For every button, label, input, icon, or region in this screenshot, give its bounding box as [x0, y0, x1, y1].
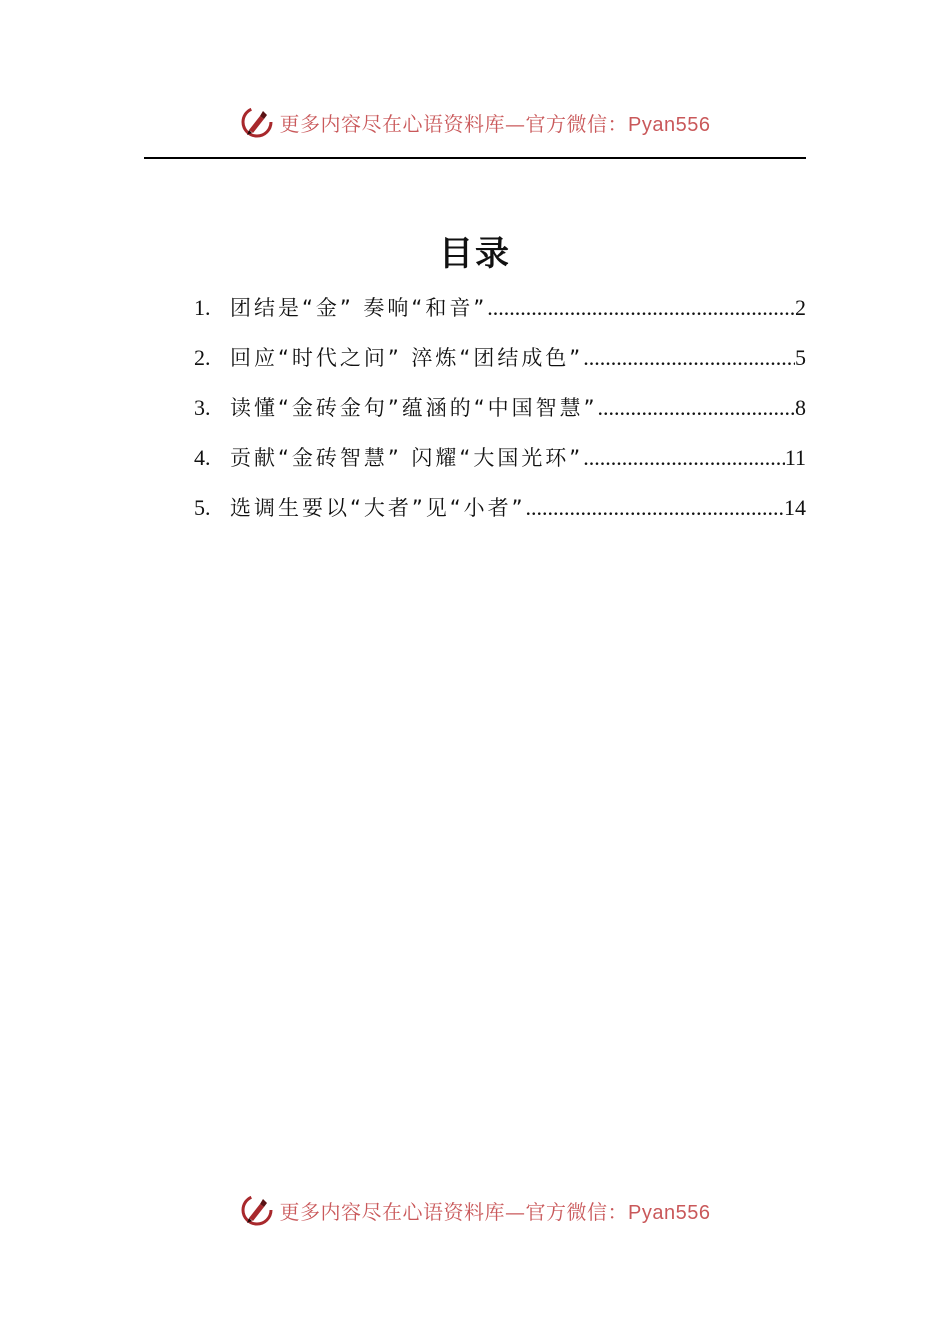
toc-entry-page: 2 [795, 295, 806, 320]
toc-entry-page: 11 [784, 445, 806, 470]
toc-entry-number: 1. [194, 295, 211, 320]
pen-logo-icon [240, 1193, 274, 1227]
toc-entry-page: 5 [795, 345, 806, 370]
toc-leader-dots [583, 435, 785, 481]
table-of-contents [194, 285, 806, 535]
toc-entry[interactable] [194, 335, 806, 385]
toc-entry-number: 2. [194, 345, 211, 370]
banner-label: 更多内容尽在心语资料库—官方微信： [279, 111, 629, 136]
toc-leader-dots [598, 385, 795, 431]
banner-wechat-id: Pyan556 [628, 113, 711, 136]
toc-entry-number: 5. [194, 495, 211, 520]
toc-title: 目录 [439, 234, 511, 274]
toc-entry[interactable] [194, 485, 806, 535]
pen-logo-icon [240, 105, 274, 139]
footer-banner [0, 1190, 950, 1230]
toc-entry[interactable] [194, 285, 806, 335]
header-divider [144, 157, 806, 159]
banner-text [280, 108, 711, 137]
toc-entry-page: 14 [784, 495, 806, 520]
toc-entry-number: 4. [194, 445, 211, 470]
toc-entry-title: 选调生要以“大者”见“小者” [230, 496, 526, 520]
toc-leader-dots [583, 335, 795, 381]
toc-entry-title: 团结是“金” 奏响“和音” [230, 296, 488, 320]
toc-entry-title: 贡献“金砖智慧” 闪耀“大国光环” [230, 446, 584, 470]
banner-wechat-id: Pyan556 [628, 1201, 711, 1224]
toc-leader-dots [487, 285, 795, 331]
header-banner [0, 102, 950, 142]
toc-entry-title: 读懂“金砖金句”蕴涵的“中国智慧” [230, 396, 598, 420]
toc-entry-number: 3. [194, 395, 211, 420]
banner-label: 更多内容尽在心语资料库—官方微信： [279, 1199, 629, 1224]
banner-text [280, 1196, 711, 1225]
toc-entry-page: 8 [795, 395, 806, 420]
toc-leader-dots [526, 485, 784, 531]
toc-entry[interactable] [194, 435, 806, 485]
toc-entry-title: 回应“时代之问” 淬炼“团结成色” [230, 346, 584, 370]
toc-entry[interactable] [194, 385, 806, 435]
